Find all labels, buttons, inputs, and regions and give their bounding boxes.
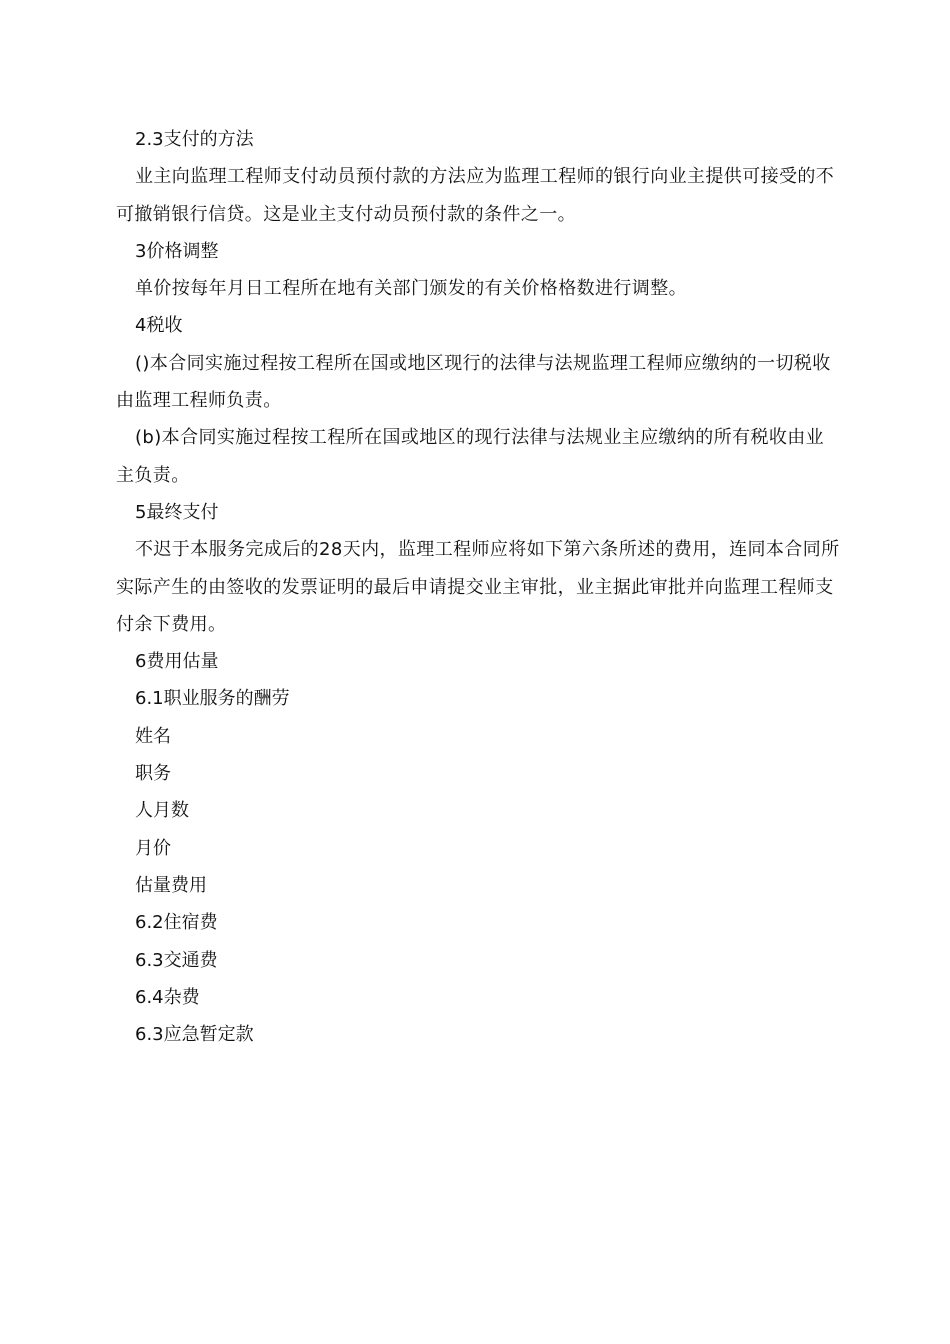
document-body bbox=[116, 121, 840, 1053]
section-heading-6-2: 6.2住宿费 bbox=[135, 912, 218, 934]
list-item-name: 姓名 bbox=[135, 725, 171, 747]
paragraph-final-payment: 不迟于本服务完成后的28天内，监理工程师应将如下第六条所述的费用，连同本合同所实际产生的由签收的发票证明的最后申请提交业主审批，业主据此审批并向监理工程师支付余下费用。 bbox=[116, 539, 840, 635]
list-item-monthly-rate: 月价 bbox=[135, 837, 171, 859]
list-item-person-months: 人月数 bbox=[135, 800, 189, 822]
section-heading-6: 6费用估量 bbox=[135, 651, 219, 673]
section-heading-4: 4税收 bbox=[135, 315, 183, 337]
section-heading-3: 3价格调整 bbox=[135, 240, 219, 262]
list-item-position: 职务 bbox=[135, 763, 171, 785]
section-heading-5: 5最终支付 bbox=[135, 501, 219, 523]
paragraph-tax-a: ()本合同实施过程按工程所在国或地区现行的法律与法规监理工程师应缴纳的一切税收由监理工程师负责。 bbox=[116, 352, 831, 412]
paragraph-tax-b: (b)本合同实施过程按工程所在国或地区的现行法律与法规业主应缴纳的所有税收由业主负责。 bbox=[116, 427, 825, 486]
section-heading-6-3-transport: 6.3交通费 bbox=[135, 949, 218, 971]
section-heading-6-3-contingency: 6.3应急暂定款 bbox=[135, 1024, 254, 1046]
paragraph-payment-method: 业主向监理工程师支付动员预付款的方法应为监理工程师的银行向业主提供可接受的不可撤销银行信贷。这是业主支付动员预付款的条件之一。 bbox=[116, 166, 835, 225]
section-heading-6-1: 6.1职业服务的酬劳 bbox=[135, 688, 290, 710]
section-heading-6-4: 6.4杂费 bbox=[135, 986, 200, 1008]
section-heading-2-3: 2.3支付的方法 bbox=[135, 129, 254, 150]
list-item-estimated-cost: 估量费用 bbox=[135, 874, 207, 896]
paragraph-price-adjustment: 单价按每年月日工程所在地有关部门颁发的有关价格格数进行调整。 bbox=[135, 278, 687, 300]
